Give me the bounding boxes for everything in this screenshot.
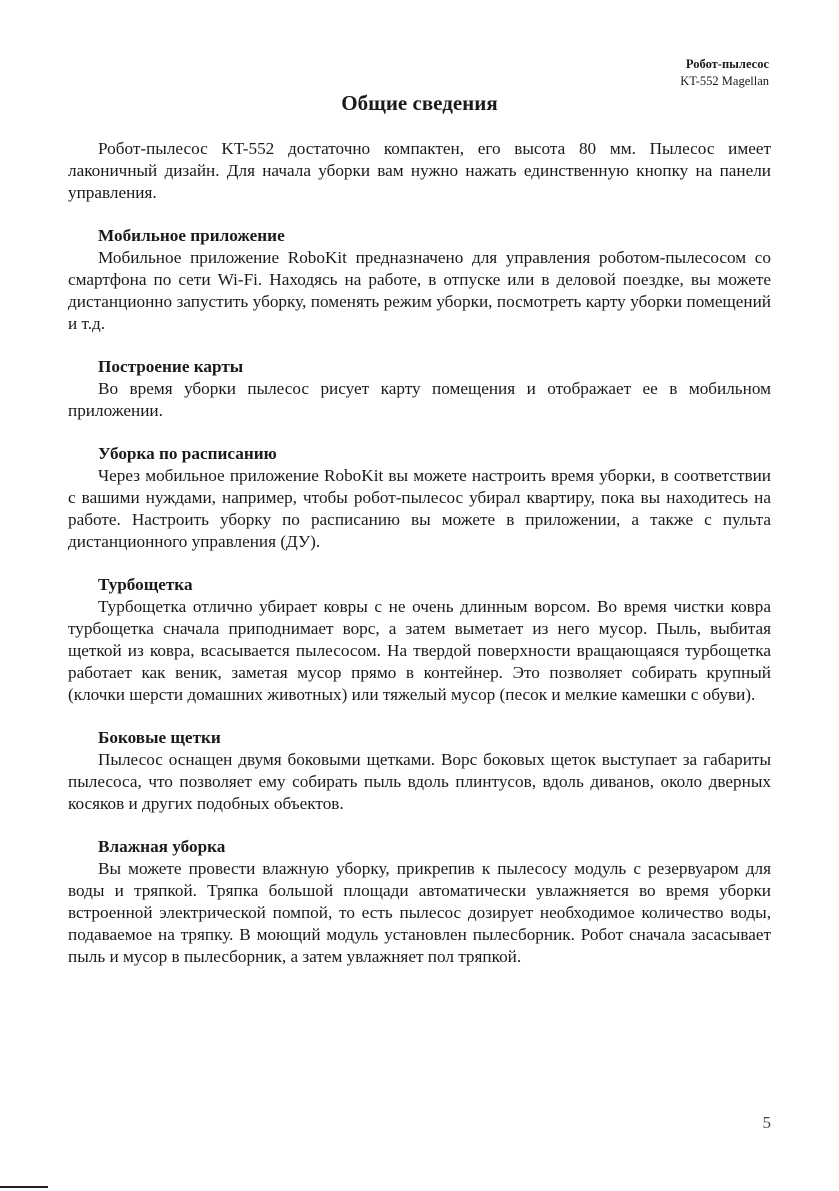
header-model-name: KT-552 Magellan — [680, 74, 769, 88]
section-scheduled-cleaning — [68, 443, 771, 553]
section-heading: Построение карты — [98, 357, 244, 376]
section-heading: Мобильное приложение — [98, 226, 285, 245]
section-wet-cleaning — [68, 836, 771, 968]
page-number: 5 — [762, 1113, 771, 1132]
footer-rule — [0, 1186, 48, 1188]
section-heading: Боковые щетки — [98, 728, 221, 747]
section-text: Вы можете провести влажную уборку, прикрепив к пылесосу модуль с резервуаром для воды и тряпкой. Тряпка большой площади автоматически увлажняется во время уборки встроенной электрической помпой, то есть пылесос дозирует необходимое количество воды, подаваемое на тряпку. В моющий модуль установлен пылесборник. Робот сначала засасывает пыль и мусор в пылесборник, а затем увлажняет пол тряпкой. — [68, 859, 771, 966]
running-header — [680, 56, 769, 90]
header-product-name: Робот-пылесос — [685, 57, 769, 71]
section-map-building — [68, 356, 771, 422]
section-side-brushes — [68, 727, 771, 815]
section-text: Через мобильное приложение RoboKit вы можете настроить время уборки, в соответствии с вашими нуждами, например, чтобы робот-пылесос убирал квартиру, пока вы находитесь на работе. Настроить уборку по расписанию вы можете в приложении, а также с пульта дистанционного управления (ДУ). — [68, 466, 771, 551]
page-title: Общие сведения — [341, 91, 498, 115]
section-mobile-app — [68, 225, 771, 335]
section-text: Турбощетка отлично убирает ковры с не очень длинным ворсом. Во время чистки ковра турбощетка сначала приподнимает ворс, а затем выметает из него мусор. Пыль, выбитая щеткой из ковра, всасывается пылесосом. На твердой поверхности вращающаяся турбощетка работает как веник, заметая мусор прямо в контейнер. Это позволяет собирать крупный (клочки шерсти домашних животных) или тяжелый мусор (песок и мелкие камешки с обуви). — [68, 597, 771, 704]
document-body — [68, 138, 771, 968]
section-turbo-brush — [68, 574, 771, 706]
section-text: Пылесос оснащен двумя боковыми щетками. Ворс боковых щеток выступает за габариты пылесоса, что позволяет ему собирать пыль вдоль плинтусов, вдоль диванов, около дверных косяков и других подобных объектов. — [68, 750, 771, 813]
section-heading: Влажная уборка — [98, 837, 226, 856]
section-heading: Уборка по расписанию — [98, 444, 277, 463]
section-heading: Турбощетка — [98, 575, 193, 594]
section-text: Мобильное приложение RoboKit предназначено для управления роботом-пылесосом со смартфона по сети Wi-Fi. Находясь на работе, в отпуске или в деловой поездке, вы можете дистанционно запустить уборку, поменять режим уборки, посмотреть карту уборки помещений и т.д. — [68, 248, 771, 333]
intro-paragraph: Робот-пылесос KT-552 достаточно компактен, его высота 80 мм. Пылесос имеет лаконичный дизайн. Для начала уборки вам нужно нажать единственную кнопку на панели управления. — [68, 139, 771, 202]
section-text: Во время уборки пылесос рисует карту помещения и отображает ее в мобильном приложении. — [68, 379, 771, 420]
